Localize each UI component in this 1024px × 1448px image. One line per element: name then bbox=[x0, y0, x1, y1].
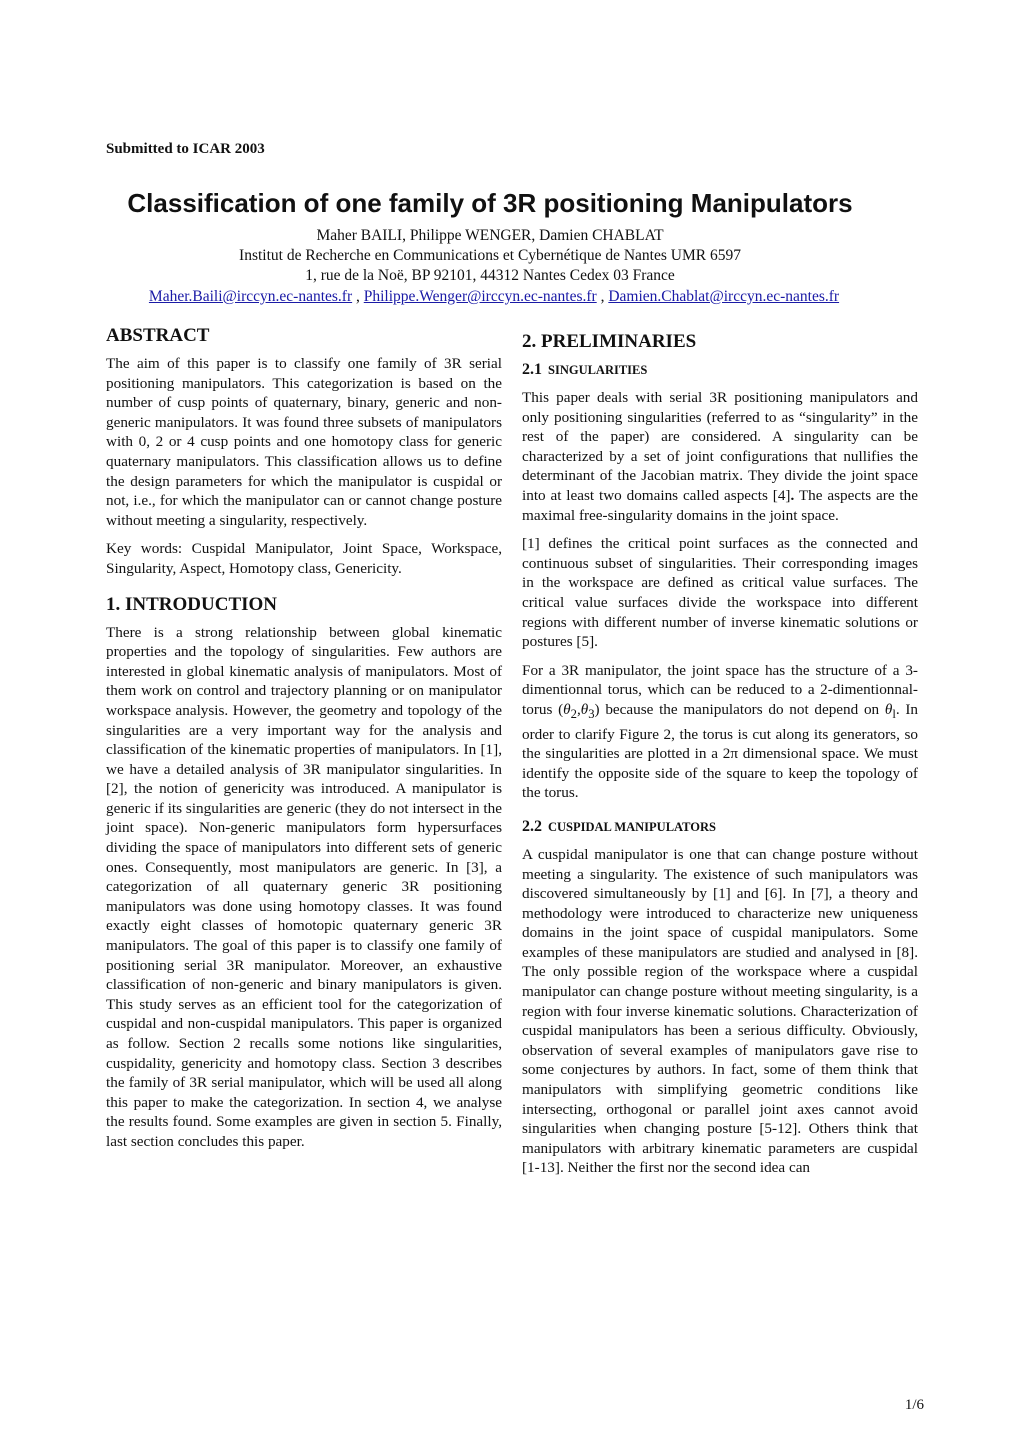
text-run: . bbox=[790, 486, 795, 504]
subscript: 3 bbox=[588, 706, 595, 721]
singularities-paragraph-2: [1] defines the critical point surfaces as the connected and continuous subset of singularities. Their corresponding images in the workspace are defined as critical value surfaces. The critical value surfaces divide the workspace into different regions with different number of inverse kinematic solutions or postures [5]. bbox=[522, 535, 918, 651]
keywords: Key words: Cuspidal Manipulator, Joint Space, Workspace, Singularity, Aspect, Homotopy class, Genericity. bbox=[106, 540, 502, 577]
paper-title: Classification of one family of 3R positioning Manipulators bbox=[127, 188, 853, 218]
institute: Institut de Recherche en Communications et Cybernétique de Nantes UMR 6597 bbox=[239, 247, 741, 264]
text-run: This paper deals with serial 3R positioning manipulators and only positioning singularities (referred to as “singularity” in the rest of the paper) are considered. A singularity can be characterized by a set of joint configurations that nullifies the determinant of the Jacobian matrix. They divide the joint space into at least two domains called aspects [4] bbox=[522, 389, 918, 504]
theta-symbol: θ bbox=[884, 700, 893, 718]
page-number: 1/6 bbox=[904, 1397, 924, 1413]
right-column bbox=[522, 330, 918, 1187]
text-run: The aspects are the maximal free-singularity domains in the joint space. bbox=[522, 486, 918, 524]
section-title: SINGULARITIES bbox=[548, 363, 648, 377]
author-block bbox=[0, 226, 980, 286]
subscript: l bbox=[892, 706, 896, 721]
text-run: ) because the manipulators do not depend on bbox=[594, 700, 885, 718]
section-number: 2.1 bbox=[522, 361, 542, 378]
section-title: CUSPIDAL MANIPULATORS bbox=[548, 819, 716, 834]
subscript: 2 bbox=[570, 706, 577, 721]
address: 1, rue de la Noë, BP 92101, 44312 Nantes Cedex 03 France bbox=[305, 267, 675, 284]
section-2-1-heading bbox=[522, 360, 918, 380]
singularities-paragraph-1 bbox=[522, 388, 918, 525]
introduction-text: There is a strong relationship between global kinematic properties and the topology of singularities. Few authors are interested in global kinematic analysis of manipulators. Most of them work on control and trajectory planning or on manipulator workspace analysis. However, the geometry and topology of the singularities are a very important way for the analysis and classification of the kinematic properties of manipulators. In [1], we have a detailed analysis of 3R manipulator singularities. In [2], the notion of genericity was introduced. A manipulator is generic if its singularities are generic (they do not intersect in the joint space). Non-generic manipulators form hypersurfaces dividing the space of manipulators into different sets of generic ones. Consequently, most manipulators are generic. In [3], a categorization of all quaternary generic 3R positioning manipulators was done using homotopy classes. It was found exactly eight classes of homotopic quaternary generic 3R manipulators. The goal of this paper is to classify one family of positioning serial 3R manipulator. Moreover, an exhaustive classification of non-generic and binary manipulators is given. This study serves as an efficient tool for the categorization of cuspidal and non-cuspidal manipulators. This paper is organized as follow. Section 2 recalls some notions like singularities, cuspidality, genericity and homotopy class. Section 3 describes the family of 3R serial manipulator, which will be used all along this paper to make the categorization. In section 4, we analyse the results found. Some examples are given in section 5. Finally, last section concludes this paper. bbox=[106, 623, 502, 1150]
section-2-2-heading bbox=[522, 817, 918, 837]
cuspidal-paragraph: A cuspidal manipulator is one that can change posture without meeting a singularity. The existence of such manipulators was discovered simultaneously by [1] and [6]. In [7], a theory and methodology were introduced to characterize new uniqueness domains in the joint space of cuspidal manipulators. Some examples of these manipulators are studied and analysed in [8]. The only possible region of the workspace where a cuspidal manipulator can change posture without meeting singularity, is a region with four inverse kinematic solutions. Characterization of cuspidal manipulators has been a serious difficulty. Obviously, observation of several examples of manipulators gave rise to some conjectures by authors. In fact, some of them think that manipulators with simplifying geometric conditions like intersecting, orthogonal or parallel joint axes cannot avoid singularities when changing posture [5-12]. Others think that manipulators with arbitrary kinematic parameters are cuspidal [1-13]. Neither the first nor the second idea can bbox=[522, 845, 918, 1177]
email-link-chablat[interactable]: Damien.Chablat@irccyn.ec-nantes.fr bbox=[608, 288, 840, 305]
section-number: 2.2 bbox=[522, 817, 542, 835]
author-names: Maher BAILI, Philippe WENGER, Damien CHABLAT bbox=[316, 227, 664, 244]
singularities-paragraph-3 bbox=[522, 661, 918, 803]
theta-symbol: θ bbox=[563, 700, 571, 718]
email-separator: , bbox=[352, 288, 364, 305]
author-emails bbox=[0, 288, 988, 306]
email-link-baili[interactable]: Maher.Baili@irccyn.ec-nantes.fr bbox=[148, 288, 353, 305]
introduction-heading: 1. INTRODUCTION bbox=[106, 593, 278, 615]
left-column bbox=[106, 324, 502, 1161]
preliminaries-heading: 2. PRELIMINARIES bbox=[522, 331, 697, 352]
abstract-text: The aim of this paper is to classify one family of 3R serial positioning manipulators. This categorization is based on the number of cusp points of quaternary, binary, generic and non-generic manipulators. It was found three subsets of manipulators with 0, 2 or 4 cusp points and one homotopy class for generic quaternary manipulators. This classification allows us to define the design parameters for which the manipulator is cuspidal or not, i.e., for which the manipulator can or cannot change posture without meeting a singularity, respectively. bbox=[106, 355, 502, 529]
theta-symbol: θ bbox=[580, 700, 589, 718]
pi-symbol: π bbox=[730, 745, 738, 763]
text-run: . In order to clarify Figure 2, the torus is cut along its generators, so the singularities are plotted in a 2 bbox=[522, 700, 919, 763]
submission-note: Submitted to ICAR 2003 bbox=[106, 141, 265, 157]
abstract-heading: ABSTRACT bbox=[106, 325, 210, 346]
text-run: , bbox=[576, 700, 581, 718]
email-separator: , bbox=[596, 288, 609, 305]
email-link-wenger[interactable]: Philippe.Wenger@irccyn.ec-nantes.fr bbox=[363, 288, 597, 305]
text-run: dimensional space. We must identify the opposite side of the square to keep the topology of the torus. bbox=[522, 745, 918, 802]
text-run: For a 3R manipulator, the joint space has the structure of a 3-dimentionnal torus, which can be reduced to a 2-dimentionnal-torus ( bbox=[522, 661, 918, 718]
